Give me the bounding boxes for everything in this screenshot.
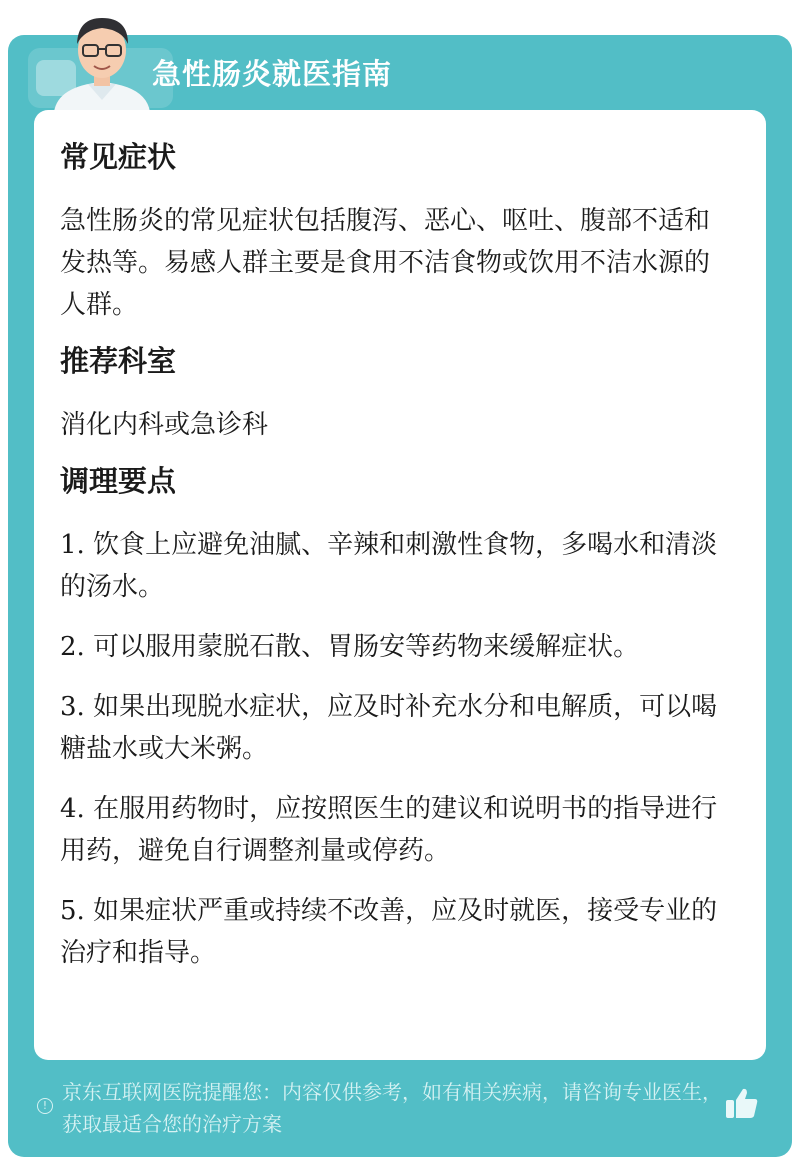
list-item-text: 饮食上应避免油腻、辛辣和刺激性食物，多喝水和清淡的汤水。 bbox=[60, 530, 718, 602]
symptoms-text: 急性肠炎的常见症状包括腹泻、恶心、呕吐、腹部不适和发热等。易感人群主要是食用不洁食物或饮用不洁水源的人群。 bbox=[60, 206, 711, 320]
list-item bbox=[60, 524, 730, 608]
info-icon: ! bbox=[37, 1098, 53, 1114]
list-item-number: 2. bbox=[60, 632, 85, 662]
section-title-care: 调理要点 bbox=[60, 464, 177, 498]
list-item-number: 3. bbox=[60, 692, 85, 722]
doctor-avatar bbox=[48, 8, 156, 112]
list-item-text: 可以服用蒙脱石散、胃肠安等药物来缓解症状。 bbox=[93, 632, 640, 662]
thumbs-up-icon[interactable] bbox=[724, 1086, 760, 1120]
content-card bbox=[34, 110, 766, 1060]
list-item bbox=[60, 890, 730, 974]
list-item-number: 4. bbox=[60, 794, 85, 824]
guide-content bbox=[60, 136, 730, 974]
list-item bbox=[60, 686, 730, 770]
list-item bbox=[60, 626, 730, 668]
section-title-symptoms: 常见症状 bbox=[60, 140, 177, 174]
department-text: 消化内科或急诊科 bbox=[60, 410, 269, 440]
list-item-text: 如果症状严重或持续不改善，应及时就医，接受专业的治疗和指导。 bbox=[60, 896, 718, 968]
list-item bbox=[60, 788, 730, 872]
list-item-text: 在服用药物时，应按照医生的建议和说明书的指导进行用药，避免自行调整剂量或停药。 bbox=[60, 794, 718, 866]
page-title: 急性肠炎就医指南 bbox=[152, 57, 393, 91]
list-item-text: 如果出现脱水症状，应及时补充水分和电解质，可以喝糖盐水或大米粥。 bbox=[60, 692, 718, 764]
list-item-number: 5. bbox=[60, 896, 85, 926]
list-item-number: 1. bbox=[60, 530, 85, 560]
section-title-department: 推荐科室 bbox=[60, 344, 177, 378]
footer-disclaimer: 京东互联网医院提醒您：内容仅供参考，如有相关疾病，请咨询专业医生，获取最适合您的治疗方案 bbox=[62, 1080, 722, 1136]
